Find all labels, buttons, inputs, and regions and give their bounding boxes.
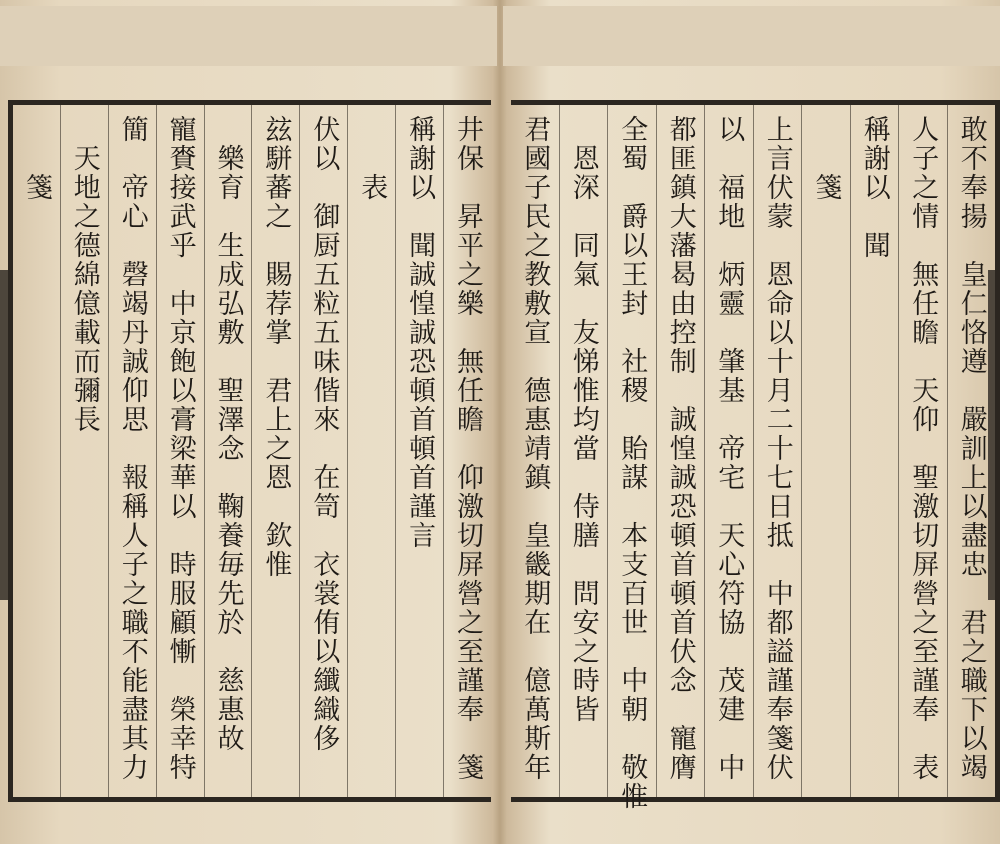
- text-column: [444, 105, 491, 797]
- text-column: [109, 105, 157, 797]
- text-column: [705, 105, 754, 797]
- text-column: [754, 105, 803, 797]
- column-text: 井保 昇平之樂 無任瞻 仰激切屏營之至謹奉 箋: [452, 115, 484, 782]
- text-column: [300, 105, 348, 797]
- column-text: 以 福地 炳靈 肇基 帝宅 天心符協 茂建 中: [713, 115, 745, 782]
- column-text: 箋: [810, 115, 842, 202]
- text-column: [348, 105, 396, 797]
- text-column: [511, 105, 560, 797]
- column-text: 玆駢蕃之 賜荐掌 君上之恩 欽惟: [260, 115, 292, 579]
- upper-margin: [503, 6, 1000, 66]
- text-column: [252, 105, 300, 797]
- column-text: 寵賚接武乎 中京飽以膏梁華以 時服顧慚 榮幸特: [164, 115, 196, 782]
- text-column: [396, 105, 444, 797]
- right-page: [503, 0, 1000, 844]
- text-column: [948, 105, 996, 797]
- column-text: 天地之德綿億載而彌長: [68, 115, 100, 434]
- text-column: [899, 105, 948, 797]
- text-column: [205, 105, 253, 797]
- column-text: 全蜀 爵以王封 社稷 貽謀 本支百世 中朝 敬惟: [616, 115, 648, 811]
- column-text: 敢不奉揚 皇仁恪遵 嚴訓上以盡忠 君之職下以竭: [955, 115, 987, 782]
- column-text: 稱謝以 聞: [858, 115, 890, 260]
- column-text: 簡 帝心 磬竭丹誠仰思 報稱人子之職不能盡其力: [116, 115, 148, 782]
- text-column: [802, 105, 851, 797]
- column-text: 箋: [20, 115, 52, 202]
- column-text: 人子之情 無任瞻 天仰 聖激切屏營之至謹奉 表: [907, 115, 939, 782]
- column-text: 表: [356, 115, 388, 202]
- column-text: 恩深 同氣 友悌惟均當 侍膳 問安之時皆: [567, 115, 599, 724]
- left-columns: [13, 105, 491, 797]
- text-column: [61, 105, 109, 797]
- right-text-frame: [511, 100, 1000, 811]
- column-text: 伏以 御厨五粒五味偕來 在笥 衣裳侑以纖織侈: [308, 115, 340, 753]
- left-text-frame: [8, 100, 491, 802]
- column-text: 樂育 生成弘敷 聖澤念 鞠養毎先於 慈惠故: [212, 115, 244, 753]
- column-text: 上言伏蒙 恩命以十月二十七日抵 中都謚謹奉箋伏: [761, 115, 793, 782]
- column-text: 君國子民之教敷宣 德惠靖鎮 皇畿期在 億萬斯年: [519, 115, 551, 782]
- left-page: [0, 0, 497, 844]
- text-column: [13, 105, 61, 797]
- column-text: 都匪鎮大藩曷由控制 誠惶誠恐頓首頓首伏念 寵膺: [664, 115, 696, 782]
- text-column: [608, 105, 657, 811]
- upper-margin: [0, 6, 497, 66]
- text-column: [657, 105, 706, 797]
- text-column: [157, 105, 205, 797]
- text-column: [560, 105, 609, 797]
- text-column: [851, 105, 900, 797]
- column-text: 稱謝以 聞誠惶誠恐頓首頓首謹言: [404, 115, 436, 550]
- right-columns: [511, 105, 995, 811]
